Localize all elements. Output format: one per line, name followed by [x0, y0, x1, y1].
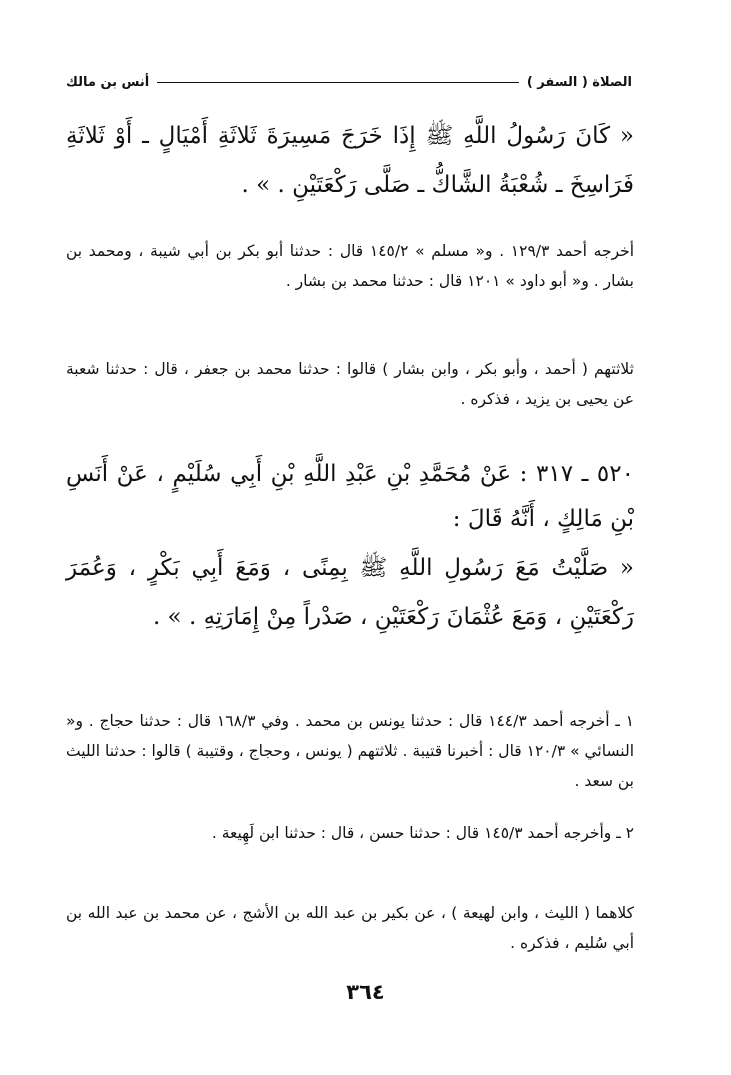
page-number: ٣٦٤ — [346, 980, 385, 1004]
takhrij-517-p2: ٢ ـ وأخرجه أحمد ١٤٥/٣ قال : حدثنا حسن ، قال : حدثنا ابن لَهِيعة . — [211, 824, 634, 842]
chapter-title: الصلاة ( السفر ) — [526, 74, 632, 90]
hadith-517-text: « صَلَّيْتُ مَعَ رَسُولِ اللَّهِ ﷺ بِمِنًى ، وَمَعَ أَبِي بَكْرٍ ، وَعُمَرَ رَكْعَتَيْنِ ، وَمَعَ عُثْمَانَ رَكْعَتَيْنِ ، صَدْراً مِنْ إِمَارَتِهِ . » . — [66, 555, 634, 630]
header-rule — [157, 82, 519, 83]
takhrij-516-p2: ثلاثتهم ( أحمد ، وأبو بكر ، وابن بشار ) قالوا : حدثنا محمد بن جعفر ، قال : حدثنا شعبة عن يحيى بن يزيد ، فذكره . — [66, 360, 634, 408]
hadith-number: ٥٢٠ ـ ٣١٧ — [536, 461, 634, 487]
hadith-516-text: « كَانَ رَسُولُ اللَّهِ ﷺ إِذَا خَرَجَ مَسِيرَةَ ثَلاثَةِ أَمْيَالٍ ـ أَوْ ثَلاثَةِ فَرَاسِخَ ـ شُعْبَةُ الشَّاكُّ ـ صَلَّى رَكْعَتَيْنِ . » . — [66, 123, 634, 198]
narrator-title: أنس بن مالك — [66, 74, 150, 90]
running-header — [66, 70, 632, 94]
takhrij-517-p1: ١ ـ أخرجه أحمد ١٤٤/٣ قال : حدثنا يونس بن محمد . وفي ١٦٨/٣ قال : حدثنا حجاج . و« النسائي » ١٢٠/٣ قال : أخبرنا قتيبة . ثلاثتهم ( يونس ، وحجاج ، وقتيبة ) قالوا : حدثنا الليث بن سعد . — [66, 712, 634, 790]
hadith-isnad: عَنْ مُحَمَّدِ بْنِ عَبْدِ اللَّهِ بْنِ أَبِي سُلَيْمٍ ، عَنْ أَنَسِ بْنِ مَالِكٍ ، أَنَّهُ قَالَ : — [66, 461, 634, 532]
hadith-517-heading: ٥٢٠ ـ ٣١٧ : عَنْ مُحَمَّدِ بْنِ عَبْدِ اللَّهِ بْنِ أَبِي سُلَيْمٍ ، عَنْ أَنَسِ بْنِ مَالِكٍ ، أَنَّهُ قَالَ : — [66, 461, 634, 532]
takhrij-517-p3: كلاهما ( الليث ، وابن لهيعة ) ، عن بكير بن عبد الله بن الأشج ، عن محمد بن عبد الله بن أبي سُليم ، فذكره . — [66, 904, 634, 952]
takhrij-516-p1: أخرجه أحمد ١٢٩/٣ . و« مسلم » ١٤٥/٢ قال : حدثنا أبو بكر بن أبي شيبة ، ومحمد بن بشار . و« أبو داود » ١٢٠١ قال : حدثنا محمد بن بشار . — [66, 242, 635, 290]
